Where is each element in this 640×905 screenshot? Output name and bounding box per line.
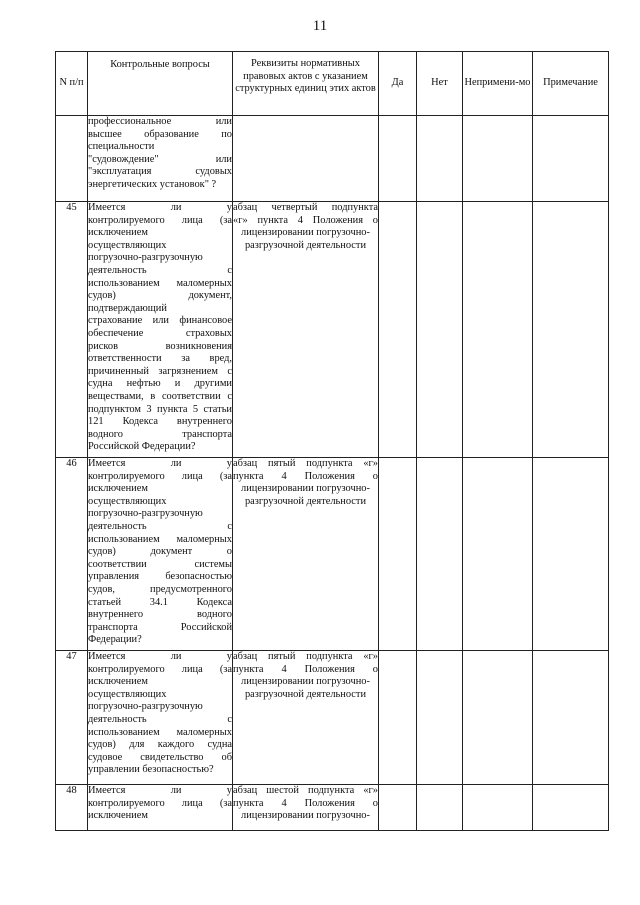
checklist-table <box>55 51 609 831</box>
answer-yes-cell[interactable] <box>379 785 417 831</box>
table-row <box>56 202 609 458</box>
question-line: Имеется ли у <box>88 785 232 796</box>
page-number: 11 <box>312 18 328 34</box>
legal-reference <box>233 116 379 202</box>
note-cell[interactable] <box>533 458 609 651</box>
table-row <box>56 116 609 202</box>
control-question <box>88 202 233 458</box>
reference-line: абзац пятый подпункта «г» <box>233 651 378 662</box>
answer-not-applicable-cell[interactable] <box>463 785 533 831</box>
answer-not-applicable-cell[interactable] <box>463 202 533 458</box>
answer-not-applicable-cell[interactable] <box>463 458 533 651</box>
question-line: судна нефтью и другими <box>88 378 232 390</box>
control-question <box>88 116 233 202</box>
reference-line: лицензировании погрузочно- <box>241 810 370 822</box>
question-line: деятельность с <box>88 264 232 276</box>
question-line: использованием маломерных <box>88 533 232 545</box>
question-line: водного транспорта <box>88 428 232 440</box>
question-line: рисков возникновения <box>88 340 232 352</box>
question-line: статьей 34.1 Кодекса <box>88 596 232 608</box>
legal-reference <box>233 458 379 651</box>
table-row <box>56 785 609 831</box>
answer-no-cell[interactable] <box>417 202 463 458</box>
reference-line: разгрузочной деятельности <box>244 495 367 507</box>
question-line: контролируемого лица (за <box>88 470 232 482</box>
answer-not-applicable-cell[interactable] <box>463 116 533 202</box>
control-question <box>88 458 233 651</box>
reference-line: абзац шестой подпункта «г» <box>233 785 378 796</box>
question-line: судов) документ, <box>88 290 232 302</box>
question-line: Федерации? <box>88 634 142 646</box>
header-question: Контрольные вопросы <box>88 52 233 116</box>
question-line: судовое свидетельство об <box>88 751 232 763</box>
question-line: высшее образование по <box>88 128 232 140</box>
reference-line: «г» пункта 4 Положения о <box>233 214 378 226</box>
question-line: подтверждающий <box>88 302 167 314</box>
answer-no-cell[interactable] <box>417 651 463 785</box>
question-line: исключением <box>88 810 148 822</box>
header-note: Примечание <box>533 52 609 116</box>
question-line: Имеется ли у <box>88 651 232 662</box>
question-line: контролируемого лица (за <box>88 797 232 809</box>
question-line: 121 Кодекса внутреннего <box>88 416 232 428</box>
question-line: исключением <box>88 676 148 688</box>
legal-reference <box>233 651 379 785</box>
header-no: Нет <box>417 52 463 116</box>
reference-line: пункта 4 Положения о <box>233 797 378 809</box>
reference-line: разгрузочной деятельности <box>244 239 367 251</box>
question-line: осуществляющих <box>88 239 167 251</box>
table-row <box>56 458 609 651</box>
answer-no-cell[interactable] <box>417 458 463 651</box>
table-row <box>56 651 609 785</box>
question-line: ответственности за вред, <box>88 353 232 365</box>
header-yes: Да <box>379 52 417 116</box>
answer-yes-cell[interactable] <box>379 202 417 458</box>
control-question <box>88 651 233 785</box>
question-line: Имеется ли у <box>88 458 232 469</box>
question-line: энергетических установок" ? <box>88 178 217 190</box>
reference-line: лицензировании погрузочно- <box>241 483 370 495</box>
question-line: использованием маломерных <box>88 726 232 738</box>
reference-line: лицензировании погрузочно- <box>241 227 370 239</box>
question-line: профессиональное или <box>88 116 232 127</box>
question-line: Имеется ли у <box>88 202 232 213</box>
question-line: исключением <box>88 227 148 239</box>
header-row <box>56 52 609 116</box>
question-line: транспорта Российской <box>88 621 232 633</box>
question-line: причиненный загрязнением с <box>88 365 232 377</box>
header-reference: Реквизиты нормативных правовых актов с указанием структурных единиц этих актов <box>233 52 379 116</box>
control-question <box>88 785 233 831</box>
answer-yes-cell[interactable] <box>379 458 417 651</box>
reference-line: пункта 4 Положения о <box>233 470 378 482</box>
question-line: страхование или финансовое <box>88 315 232 327</box>
question-line: Российской Федерации? <box>88 441 196 453</box>
note-cell[interactable] <box>533 202 609 458</box>
reference-line: абзац четвертый подпункта <box>233 202 378 213</box>
row-number <box>56 116 88 202</box>
question-line: "судовождение" или <box>88 153 232 165</box>
row-number: 48 <box>56 785 88 831</box>
note-cell[interactable] <box>533 785 609 831</box>
reference-line: лицензировании погрузочно- <box>241 676 370 688</box>
question-line: соответствии системы <box>88 558 232 570</box>
header-num: N п/п <box>56 52 88 116</box>
question-line: управления безопасностью <box>88 571 232 583</box>
answer-yes-cell[interactable] <box>379 116 417 202</box>
question-line: контролируемого лица (за <box>88 214 232 226</box>
question-line: осуществляющих <box>88 495 167 507</box>
answer-no-cell[interactable] <box>417 116 463 202</box>
header-not-applicable: Непримени-мо <box>463 52 533 116</box>
answer-yes-cell[interactable] <box>379 651 417 785</box>
question-line: внутреннего водного <box>88 609 232 621</box>
question-line: погрузочно-разгрузочную <box>88 252 203 264</box>
question-line: судов, предусмотренного <box>88 583 232 595</box>
question-line: судов) документ о <box>88 546 232 558</box>
row-number: 45 <box>56 202 88 458</box>
question-line: деятельность с <box>88 520 232 532</box>
question-line: "эксплуатация судовых <box>88 166 232 178</box>
legal-reference <box>233 202 379 458</box>
question-line: веществами, в соответствии с <box>88 390 232 402</box>
question-line: исключением <box>88 483 148 495</box>
reference-line: пункта 4 Положения о <box>233 663 378 675</box>
row-number: 46 <box>56 458 88 651</box>
reference-line: абзац пятый подпункта «г» <box>233 458 378 469</box>
answer-no-cell[interactable] <box>417 785 463 831</box>
question-line: контролируемого лица (за <box>88 663 232 675</box>
answer-not-applicable-cell[interactable] <box>463 651 533 785</box>
reference-line: разгрузочной деятельности <box>244 688 367 700</box>
question-line: погрузочно-разгрузочную <box>88 508 203 520</box>
row-number: 47 <box>56 651 88 785</box>
question-line: управлении безопасностью? <box>88 764 214 776</box>
legal-reference <box>233 785 379 831</box>
note-cell[interactable] <box>533 116 609 202</box>
question-line: деятельность с <box>88 713 232 725</box>
question-line: обеспечение страховых <box>88 327 232 339</box>
note-cell[interactable] <box>533 651 609 785</box>
question-line: специальности <box>88 141 155 153</box>
question-line: подпунктом 3 пункта 5 статьи <box>88 403 232 415</box>
question-line: погрузочно-разгрузочную <box>88 701 203 713</box>
question-line: судов) для каждого судна <box>88 739 232 751</box>
question-line: использованием маломерных <box>88 277 232 289</box>
question-line: осуществляющих <box>88 688 167 700</box>
